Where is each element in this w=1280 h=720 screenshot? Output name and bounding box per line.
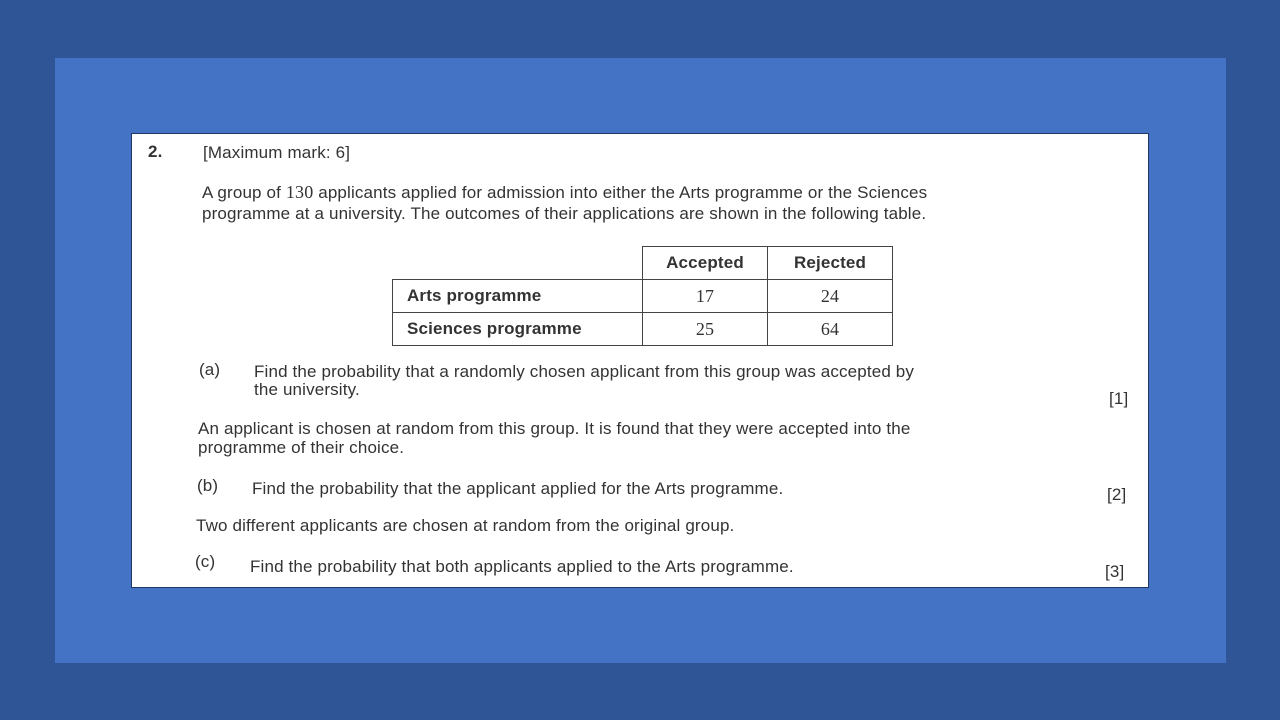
question-number: 2. xyxy=(148,142,163,161)
applicant-count: 130 xyxy=(285,182,314,202)
part-a-line-2: the university. xyxy=(254,380,360,399)
part-a-line-1: Find the probability that a randomly chosen applicant from this group was accepted by xyxy=(254,362,915,381)
info-b-line-2: programme of their choice. xyxy=(198,438,405,457)
table-corner-cell xyxy=(393,247,643,280)
sciences-rejected: 64 xyxy=(768,313,893,346)
sciences-accepted: 25 xyxy=(643,313,768,346)
part-c-text: Find the probability that both applicants applied to the Arts programme. xyxy=(250,557,794,576)
outcomes-table xyxy=(392,246,893,346)
part-a-mark: [1] xyxy=(1109,389,1129,408)
table-header-row xyxy=(393,247,893,280)
info-b-line-1: An applicant is chosen at random from this group. It is found that they were accepted into the xyxy=(198,419,911,438)
arts-rejected: 24 xyxy=(768,280,893,313)
exam-question-page xyxy=(131,133,1149,588)
part-b-label: (b) xyxy=(197,476,219,495)
part-b-text: Find the probability that the applicant applied for the Arts programme. xyxy=(252,479,784,498)
part-c-mark: [3] xyxy=(1105,562,1125,581)
table-header-accepted: Accepted xyxy=(643,247,768,280)
intro-line-1: A group of 130 applicants applied for admission into either the Arts programme or the Sciences xyxy=(202,182,928,202)
intro-line-2: programme at a university. The outcomes of their applications are shown in the following table. xyxy=(202,204,927,223)
table-row xyxy=(393,313,893,346)
arts-accepted: 17 xyxy=(643,280,768,313)
row-label-sciences: Sciences programme xyxy=(393,313,643,346)
part-b-mark: [2] xyxy=(1107,485,1127,504)
maximum-mark: [Maximum mark: 6] xyxy=(203,143,351,162)
part-c-label: (c) xyxy=(195,552,216,571)
table-row xyxy=(393,280,893,313)
table-header-rejected: Rejected xyxy=(768,247,893,280)
part-a-label: (a) xyxy=(199,360,221,379)
info-c-text: Two different applicants are chosen at random from the original group. xyxy=(196,516,735,535)
row-label-arts: Arts programme xyxy=(393,280,643,313)
